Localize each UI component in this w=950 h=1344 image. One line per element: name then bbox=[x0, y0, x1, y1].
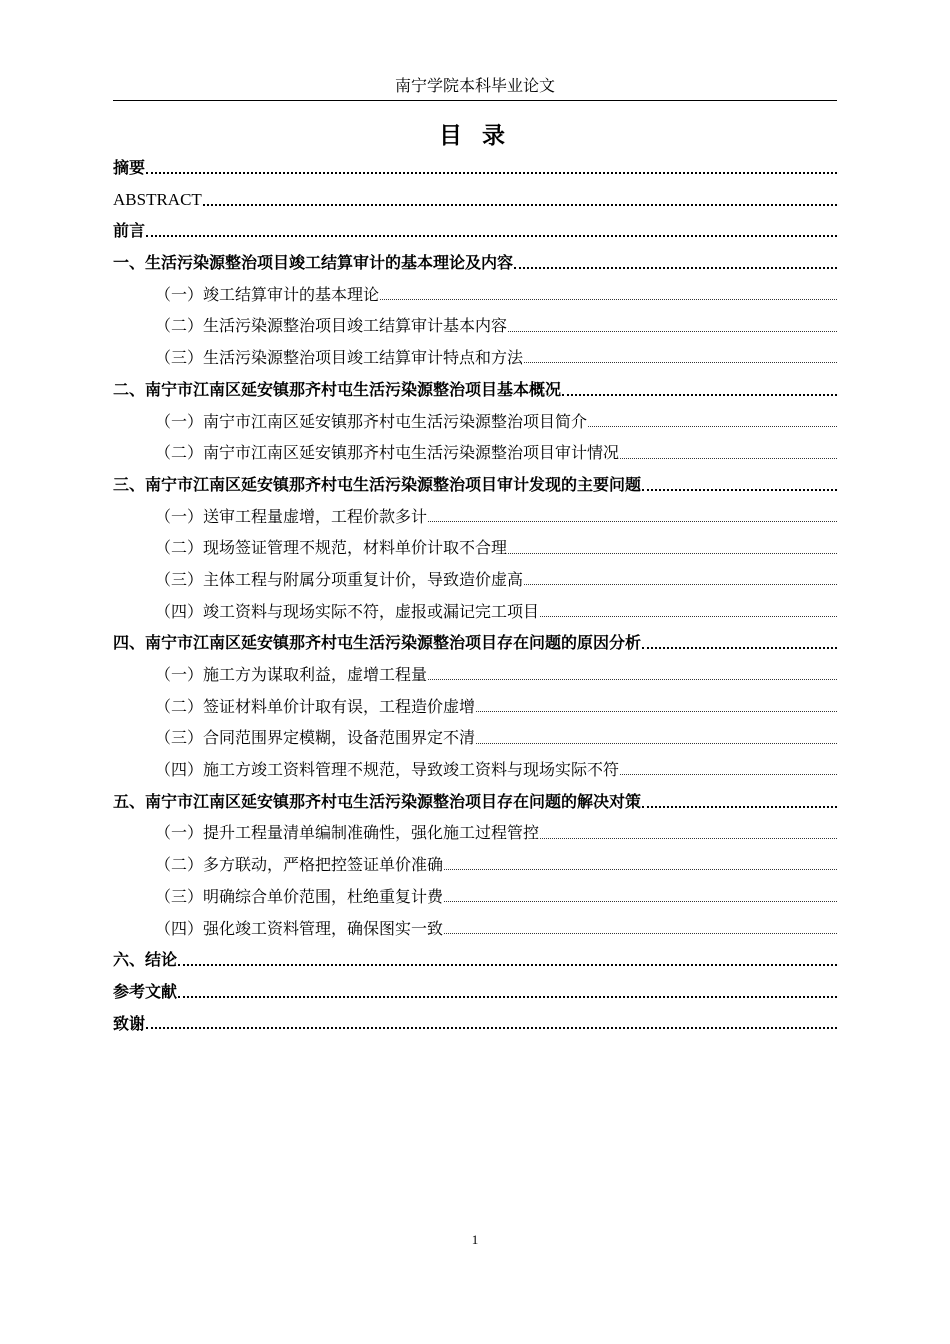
toc-entry-text: （一）提升工程量清单编制准确性，强化施工过程管控 bbox=[155, 823, 540, 843]
toc-entry-text: 六、结论 bbox=[113, 950, 178, 970]
toc-entry-section[interactable] bbox=[113, 406, 837, 438]
toc-entry-text: 五、南宁市江南区延安镇那齐村屯生活污染源整治项目存在问题的解决对策 bbox=[113, 791, 642, 811]
toc-entry-text: （二）生活污染源整治项目竣工结算审计基本内容 bbox=[155, 316, 508, 336]
dot-leader bbox=[524, 584, 837, 585]
toc-entry-text: 致谢 bbox=[113, 1013, 146, 1033]
toc-entry-chapter-3[interactable] bbox=[113, 469, 837, 501]
toc-entry-chapter-1[interactable] bbox=[113, 247, 837, 279]
toc-entry-text: （二）现场签证管理不规范，材料单价计取不合理 bbox=[155, 538, 508, 558]
toc-entry-text: ABSTRACT bbox=[113, 189, 202, 209]
dot-leader bbox=[203, 204, 837, 206]
toc-title: 目 录 bbox=[438, 123, 511, 149]
toc-entry-abstract-cn[interactable] bbox=[113, 152, 837, 184]
dot-leader bbox=[642, 489, 837, 491]
toc-entry-text: 参考文献 bbox=[113, 981, 178, 1001]
toc-entry-text: （四）竣工资料与现场实际不符，虚报或漏记完工项目 bbox=[155, 601, 540, 621]
toc-entry-text: （二）签证材料单价计取有误，工程造价虚增 bbox=[155, 696, 476, 716]
toc-entry-chapter-5[interactable] bbox=[113, 786, 837, 818]
toc-entry-text: （三）生活污染源整治项目竣工结算审计特点和方法 bbox=[155, 348, 524, 368]
toc-entry-section[interactable] bbox=[113, 754, 837, 786]
toc-entry-chapter-4[interactable] bbox=[113, 627, 837, 659]
toc-entry-text: （一）施工方为谋取利益，虚增工程量 bbox=[155, 665, 428, 684]
dot-leader bbox=[508, 553, 837, 554]
dot-leader bbox=[642, 647, 837, 649]
dot-leader bbox=[178, 964, 837, 966]
toc-entry-abstract-en[interactable] bbox=[113, 184, 837, 216]
toc-entry-text: （一）南宁市江南区延安镇那齐村屯生活污染源整治项目简介 bbox=[155, 411, 588, 431]
toc-entry-references[interactable] bbox=[113, 976, 837, 1008]
dot-leader bbox=[428, 521, 837, 522]
dot-leader bbox=[620, 774, 837, 775]
page-number: 1 bbox=[471, 1232, 479, 1247]
dot-leader bbox=[444, 869, 837, 870]
dot-leader bbox=[562, 394, 837, 396]
toc-entry-text: （一）竣工结算审计的基本理论 bbox=[155, 284, 380, 304]
toc-entry-text: （三）主体工程与附属分项重复计价，导致造价虚高 bbox=[155, 569, 524, 589]
toc-entry-text: （二）多方联动，严格把控签证单价准确 bbox=[155, 855, 444, 875]
toc-entry-text: （四）施工方竣工资料管理不规范，导致竣工资料与现场实际不符 bbox=[155, 760, 620, 780]
toc-entry-text: （三）明确综合单价范围，杜绝重复计费 bbox=[155, 886, 444, 906]
toc-entry-section[interactable] bbox=[113, 310, 837, 342]
dot-leader bbox=[476, 743, 837, 744]
toc-entry-section[interactable] bbox=[113, 691, 837, 723]
toc-entry-section[interactable] bbox=[113, 913, 837, 945]
dot-leader bbox=[540, 616, 837, 617]
toc-entry-section[interactable] bbox=[113, 817, 837, 849]
toc-entry-text: （二）南宁市江南区延安镇那齐村屯生活污染源整治项目审计情况 bbox=[155, 443, 620, 463]
toc-entry-text: （三）合同范围界定模糊，设备范围界定不清 bbox=[155, 728, 476, 748]
toc-entry-text: 二、南宁市江南区延安镇那齐村屯生活污染源整治项目基本概况 bbox=[113, 379, 562, 399]
toc-entry-conclusion[interactable] bbox=[113, 944, 837, 976]
toc-entry-section[interactable] bbox=[113, 279, 837, 311]
toc-entry-text: 前言 bbox=[113, 221, 146, 241]
dot-leader bbox=[380, 299, 837, 300]
dot-leader bbox=[508, 331, 837, 332]
dot-leader bbox=[524, 362, 837, 363]
dot-leader bbox=[178, 996, 837, 998]
toc-entry-text: （四）强化竣工资料管理，确保图实一致 bbox=[155, 918, 444, 938]
toc-entry-preface[interactable] bbox=[113, 215, 837, 247]
toc-entry-section[interactable] bbox=[113, 849, 837, 881]
dot-leader bbox=[146, 1027, 837, 1029]
dot-leader bbox=[428, 679, 837, 680]
dot-leader bbox=[444, 933, 837, 934]
toc-entry-section[interactable] bbox=[113, 596, 837, 628]
dot-leader bbox=[540, 838, 837, 839]
toc-entry-text: 四、南宁市江南区延安镇那齐村屯生活污染源整治项目存在问题的原因分析 bbox=[113, 633, 642, 653]
table-of-contents bbox=[113, 152, 837, 1039]
toc-entry-text: 三、南宁市江南区延安镇那齐村屯生活污染源整治项目审计发现的主要问题 bbox=[113, 474, 642, 494]
toc-entry-section[interactable] bbox=[113, 881, 837, 913]
toc-entry-text: （一）送审工程量虚增，工程价款多计 bbox=[155, 506, 428, 526]
page-header: 南宁学院本科毕业论文 bbox=[394, 76, 555, 95]
toc-entry-section[interactable] bbox=[113, 659, 837, 691]
dot-leader bbox=[146, 235, 837, 237]
dot-leader bbox=[146, 172, 837, 174]
toc-entry-section[interactable] bbox=[113, 437, 837, 469]
toc-entry-section[interactable] bbox=[113, 722, 837, 754]
dot-leader bbox=[444, 901, 837, 902]
dot-leader bbox=[642, 806, 837, 808]
toc-entry-chapter-2[interactable] bbox=[113, 374, 837, 406]
toc-entry-section[interactable] bbox=[113, 532, 837, 564]
dot-leader bbox=[588, 426, 837, 427]
dot-leader bbox=[514, 267, 837, 269]
dot-leader bbox=[476, 711, 837, 712]
header-rule bbox=[113, 100, 837, 101]
toc-entry-text: 摘要 bbox=[113, 158, 146, 177]
toc-entry-section[interactable] bbox=[113, 342, 837, 374]
toc-entry-section[interactable] bbox=[113, 501, 837, 533]
toc-entry-text: 一、生活污染源整治项目竣工结算审计的基本理论及内容 bbox=[113, 253, 514, 273]
toc-entry-section[interactable] bbox=[113, 564, 837, 596]
dot-leader bbox=[620, 458, 837, 459]
toc-entry-acknowledgements[interactable] bbox=[113, 1008, 837, 1040]
